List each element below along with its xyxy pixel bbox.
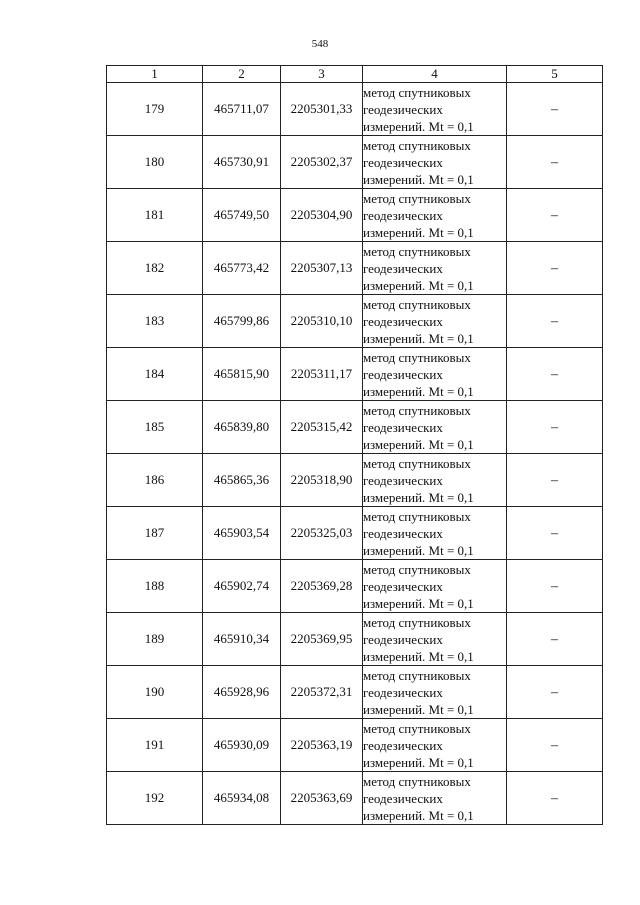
method-line: метод спутниковых: [363, 561, 471, 577]
point-number-cell: 192: [107, 772, 203, 825]
method-line: геодезических: [363, 154, 443, 170]
y-coordinate-cell: 2205363,19: [281, 719, 363, 772]
point-number-cell: 190: [107, 666, 203, 719]
x-coordinate-cell: 465928,96: [203, 666, 281, 719]
method-cell: [363, 348, 507, 401]
point-number-cell: 183: [107, 295, 203, 348]
method-line: измерений. Mt = 0,1: [363, 171, 474, 187]
y-coordinate-cell: 2205369,28: [281, 560, 363, 613]
table-row: [107, 507, 603, 560]
method-line: измерений. Mt = 0,1: [363, 277, 474, 293]
note-value: –: [551, 313, 558, 329]
y-coordinate-cell: 2205363,69: [281, 772, 363, 825]
method-line: измерений. Mt = 0,1: [363, 330, 474, 346]
y-coordinate-cell: 2205301,33: [281, 83, 363, 136]
method-line: измерений. Mt = 0,1: [363, 118, 474, 134]
method-line: метод спутниковых: [363, 137, 471, 153]
point-number-cell: 180: [107, 136, 203, 189]
x-coordinate-cell: 465903,54: [203, 507, 281, 560]
method-line: метод спутниковых: [363, 667, 471, 683]
note-value: –: [551, 790, 558, 806]
x-coordinate-cell: 465799,86: [203, 295, 281, 348]
note-cell: [507, 242, 603, 295]
note-cell: [507, 772, 603, 825]
method-cell: [363, 454, 507, 507]
table-row: [107, 401, 603, 454]
note-value: –: [551, 525, 558, 541]
x-coordinate-cell: 465730,91: [203, 136, 281, 189]
note-cell: [507, 295, 603, 348]
method-cell: [363, 613, 507, 666]
note-cell: [507, 666, 603, 719]
method-line: измерений. Mt = 0,1: [363, 701, 474, 717]
method-cell: [363, 772, 507, 825]
method-line: измерений. Mt = 0,1: [363, 754, 474, 770]
note-cell: [507, 719, 603, 772]
method-cell: [363, 83, 507, 136]
note-value: –: [551, 419, 558, 435]
method-cell: [363, 189, 507, 242]
method-line: измерений. Mt = 0,1: [363, 383, 474, 399]
method-cell: [363, 666, 507, 719]
y-coordinate-cell: 2205315,42: [281, 401, 363, 454]
y-coordinate-cell: 2205372,31: [281, 666, 363, 719]
method-line: геодезических: [363, 684, 443, 700]
method-line: измерений. Mt = 0,1: [363, 595, 474, 611]
note-value: –: [551, 101, 558, 117]
note-value: –: [551, 366, 558, 382]
method-line: геодезических: [363, 472, 443, 488]
y-coordinate-cell: 2205302,37: [281, 136, 363, 189]
method-line: геодезических: [363, 366, 443, 382]
note-cell: [507, 507, 603, 560]
x-coordinate-cell: 465749,50: [203, 189, 281, 242]
column-header: 4: [363, 66, 507, 83]
x-coordinate-cell: 465902,74: [203, 560, 281, 613]
note-cell: [507, 560, 603, 613]
column-header: 2: [203, 66, 281, 83]
table-row: [107, 719, 603, 772]
method-cell: [363, 719, 507, 772]
method-cell: [363, 401, 507, 454]
method-cell: [363, 295, 507, 348]
method-line: метод спутниковых: [363, 349, 471, 365]
y-coordinate-cell: 2205307,13: [281, 242, 363, 295]
point-number-cell: 182: [107, 242, 203, 295]
table-row: [107, 295, 603, 348]
note-cell: [507, 136, 603, 189]
note-value: –: [551, 737, 558, 753]
method-cell: [363, 242, 507, 295]
method-line: метод спутниковых: [363, 720, 471, 736]
column-header: 3: [281, 66, 363, 83]
method-line: измерений. Mt = 0,1: [363, 224, 474, 240]
x-coordinate-cell: 465815,90: [203, 348, 281, 401]
page-number: 548: [311, 38, 329, 50]
table-row: [107, 136, 603, 189]
note-cell: [507, 189, 603, 242]
table-row: [107, 772, 603, 825]
x-coordinate-cell: 465934,08: [203, 772, 281, 825]
column-header: 1: [107, 66, 203, 83]
y-coordinate-cell: 2205304,90: [281, 189, 363, 242]
note-value: –: [551, 260, 558, 276]
method-line: геодезических: [363, 207, 443, 223]
table-row: [107, 613, 603, 666]
note-cell: [507, 348, 603, 401]
y-coordinate-cell: 2205318,90: [281, 454, 363, 507]
method-line: геодезических: [363, 578, 443, 594]
y-coordinate-cell: 2205325,03: [281, 507, 363, 560]
note-cell: [507, 454, 603, 507]
method-line: метод спутниковых: [363, 190, 471, 206]
table-row: [107, 242, 603, 295]
note-value: –: [551, 154, 558, 170]
table-row: [107, 560, 603, 613]
y-coordinate-cell: 2205369,95: [281, 613, 363, 666]
method-line: метод спутниковых: [363, 296, 471, 312]
method-cell: [363, 560, 507, 613]
table-body: [107, 83, 603, 825]
note-value: –: [551, 684, 558, 700]
point-number-cell: 181: [107, 189, 203, 242]
table-row: [107, 189, 603, 242]
method-line: метод спутниковых: [363, 508, 471, 524]
note-cell: [507, 613, 603, 666]
method-cell: [363, 136, 507, 189]
table-row: [107, 666, 603, 719]
method-line: измерений. Mt = 0,1: [363, 489, 474, 505]
coordinates-table: [106, 65, 603, 825]
method-cell: [363, 507, 507, 560]
note-cell: [507, 83, 603, 136]
method-line: измерений. Mt = 0,1: [363, 542, 474, 558]
method-line: геодезических: [363, 313, 443, 329]
x-coordinate-cell: 465839,80: [203, 401, 281, 454]
note-value: –: [551, 578, 558, 594]
method-line: геодезических: [363, 260, 443, 276]
method-line: геодезических: [363, 419, 443, 435]
method-line: геодезических: [363, 790, 443, 806]
method-line: метод спутниковых: [363, 402, 471, 418]
method-line: измерений. Mt = 0,1: [363, 648, 474, 664]
point-number-cell: 179: [107, 83, 203, 136]
x-coordinate-cell: 465865,36: [203, 454, 281, 507]
x-coordinate-cell: 465930,09: [203, 719, 281, 772]
note-value: –: [551, 472, 558, 488]
method-line: метод спутниковых: [363, 614, 471, 630]
table-row: [107, 83, 603, 136]
x-coordinate-cell: 465711,07: [203, 83, 281, 136]
point-number-cell: 185: [107, 401, 203, 454]
y-coordinate-cell: 2205311,17: [281, 348, 363, 401]
point-number-cell: 191: [107, 719, 203, 772]
note-cell: [507, 401, 603, 454]
method-line: геодезических: [363, 101, 443, 117]
x-coordinate-cell: 465773,42: [203, 242, 281, 295]
point-number-cell: 189: [107, 613, 203, 666]
point-number-cell: 184: [107, 348, 203, 401]
point-number-cell: 187: [107, 507, 203, 560]
method-line: геодезических: [363, 631, 443, 647]
x-coordinate-cell: 465910,34: [203, 613, 281, 666]
method-line: измерений. Mt = 0,1: [363, 807, 474, 823]
y-coordinate-cell: 2205310,10: [281, 295, 363, 348]
method-line: геодезических: [363, 737, 443, 753]
method-line: метод спутниковых: [363, 455, 471, 471]
method-line: метод спутниковых: [363, 84, 471, 100]
note-value: –: [551, 631, 558, 647]
method-line: измерений. Mt = 0,1: [363, 436, 474, 452]
method-line: метод спутниковых: [363, 773, 471, 789]
note-value: –: [551, 207, 558, 223]
table-header-row: [107, 66, 603, 83]
column-header: 5: [507, 66, 603, 83]
method-line: геодезических: [363, 525, 443, 541]
point-number-cell: 186: [107, 454, 203, 507]
table-row: [107, 348, 603, 401]
point-number-cell: 188: [107, 560, 203, 613]
table-row: [107, 454, 603, 507]
method-line: метод спутниковых: [363, 243, 471, 259]
